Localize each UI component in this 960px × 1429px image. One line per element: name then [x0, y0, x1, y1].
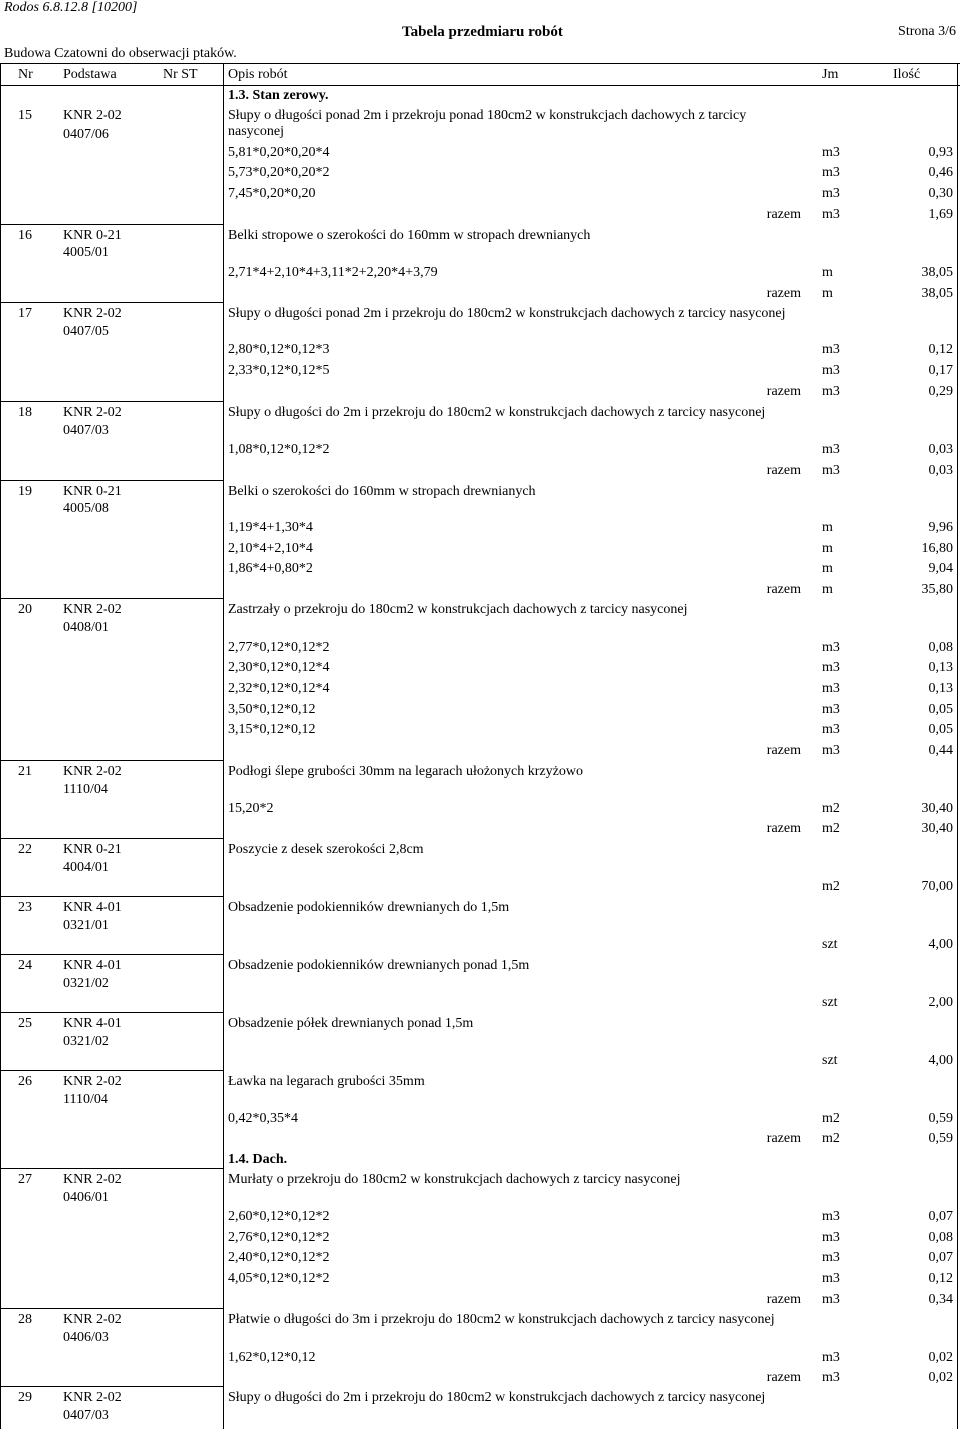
unit: szt — [822, 937, 838, 952]
item-number: 27 — [18, 1172, 32, 1187]
item-description: Poszycie z desek szerokości 2,8cm — [228, 842, 424, 857]
item-code: KNR 0-21 — [63, 842, 122, 857]
unit: szt — [822, 995, 838, 1010]
item-number: 25 — [18, 1016, 32, 1031]
quantity: 0,34 — [928, 1292, 953, 1307]
item-number: 15 — [18, 108, 32, 123]
item-code-ref: 0321/02 — [63, 1034, 109, 1049]
quantity: 0,08 — [928, 640, 953, 655]
formula: 1,19*4+1,30*4 — [228, 520, 313, 535]
unit: m3 — [822, 145, 840, 160]
item-separator — [0, 1386, 223, 1387]
formula: 5,73*0,20*0,20*2 — [228, 165, 330, 180]
unit: m3 — [822, 660, 840, 675]
item-code-ref: 0408/01 — [63, 620, 109, 635]
item-code: KNR 4-01 — [63, 900, 122, 915]
quantity: 38,05 — [921, 265, 953, 280]
formula: 7,45*0,20*0,20 — [228, 186, 316, 201]
quantity: 0,29 — [928, 384, 953, 399]
formula: 2,77*0,12*0,12*2 — [228, 640, 330, 655]
quantity: 0,08 — [928, 1230, 953, 1245]
unit: m2 — [822, 879, 840, 894]
item-code-ref: 0321/01 — [63, 918, 109, 933]
formula: 2,40*0,12*0,12*2 — [228, 1250, 330, 1265]
item-code: KNR 4-01 — [63, 1016, 122, 1031]
item-separator — [0, 1012, 223, 1013]
quantity: 38,05 — [921, 286, 953, 301]
formula: 2,80*0,12*0,12*3 — [228, 342, 330, 357]
col-header-nr: Nr — [18, 67, 33, 82]
unit: m3 — [822, 186, 840, 201]
item-separator — [0, 1070, 223, 1071]
item-code: KNR 2-02 — [63, 1172, 122, 1187]
item-code-ref: 0321/02 — [63, 976, 109, 991]
quantity: 0,07 — [928, 1209, 953, 1224]
item-description: Belki o szerokości do 160mm w stropach drewnianych — [228, 484, 536, 499]
unit: m3 — [822, 1292, 840, 1307]
unit: m3 — [822, 681, 840, 696]
quantity: 0,03 — [928, 463, 953, 478]
item-code: KNR 2-02 — [63, 1312, 122, 1327]
quantity: 9,96 — [928, 520, 953, 535]
quantity: 0,13 — [928, 660, 953, 675]
quantity: 0,02 — [928, 1350, 953, 1365]
item-description: Płatwie o długości do 3m i przekroju do 180cm2 w konstrukcjach dachowych z tarcicy nasyconej — [228, 1312, 775, 1327]
quantity: 0,02 — [928, 1370, 953, 1385]
quantity: 4,00 — [928, 937, 953, 952]
item-separator — [0, 598, 223, 599]
item-separator — [0, 1308, 223, 1309]
total-label: razem — [766, 821, 801, 836]
quantity: 0,93 — [928, 145, 953, 160]
unit: m3 — [822, 342, 840, 357]
quantity: 9,04 — [928, 561, 953, 576]
item-code-ref: 1110/04 — [63, 782, 108, 797]
item-code-ref: 0406/01 — [63, 1190, 109, 1205]
unit: m2 — [822, 821, 840, 836]
quantity: 30,40 — [921, 821, 953, 836]
item-code: KNR 2-02 — [63, 108, 122, 123]
item-code: KNR 0-21 — [63, 484, 122, 499]
formula: 1,62*0,12*0,12 — [228, 1350, 316, 1365]
formula: 3,15*0,12*0,12 — [228, 722, 316, 737]
unit: m3 — [822, 165, 840, 180]
formula: 2,32*0,12*0,12*4 — [228, 681, 330, 696]
unit: m3 — [822, 722, 840, 737]
quantity: 4,00 — [928, 1053, 953, 1068]
unit: m — [822, 265, 833, 280]
item-separator — [0, 401, 223, 402]
item-separator — [0, 954, 223, 955]
quantity: 2,00 — [928, 995, 953, 1010]
item-code: KNR 2-02 — [63, 764, 122, 779]
item-number: 23 — [18, 900, 32, 915]
total-label: razem — [766, 1292, 801, 1307]
quantity: 0,05 — [928, 702, 953, 717]
item-description: Obsadzenie półek drewnianych ponad 1,5m — [228, 1016, 474, 1031]
item-code: KNR 2-02 — [63, 1390, 122, 1405]
section-heading: 1.4. Dach. — [228, 1152, 288, 1167]
item-number: 26 — [18, 1074, 32, 1089]
unit: m3 — [822, 743, 840, 758]
unit: m2 — [822, 1131, 840, 1146]
unit: m3 — [822, 1230, 840, 1245]
quantity: 0,30 — [928, 186, 953, 201]
unit: m — [822, 541, 833, 556]
item-number: 29 — [18, 1390, 32, 1405]
item-code: KNR 2-02 — [63, 306, 122, 321]
unit: m — [822, 286, 833, 301]
item-separator — [0, 1168, 223, 1169]
item-code: KNR 2-02 — [63, 602, 122, 617]
formula: 2,71*4+2,10*4+3,11*2+2,20*4+3,79 — [228, 265, 438, 280]
item-code-ref: 0407/05 — [63, 324, 109, 339]
unit: m3 — [822, 1209, 840, 1224]
item-code-ref: 0407/06 — [63, 127, 109, 142]
quantity: 0,05 — [928, 722, 953, 737]
item-description: Podłogi ślepe grubości 30mm na legarach ułożonych krzyżowo — [228, 764, 583, 779]
item-number: 22 — [18, 842, 32, 857]
unit: m3 — [822, 640, 840, 655]
program-version: Rodos 6.8.12.8 [10200] — [4, 0, 138, 15]
quantity: 0,59 — [928, 1131, 953, 1146]
unit: m3 — [822, 1271, 840, 1286]
unit: m3 — [822, 1370, 840, 1385]
col-header-opis: Opis robót — [228, 67, 288, 82]
item-code: KNR 4-01 — [63, 958, 122, 973]
item-code: KNR 2-02 — [63, 405, 122, 420]
total-label: razem — [766, 1370, 801, 1385]
formula: 3,50*0,12*0,12 — [228, 702, 316, 717]
unit: m3 — [822, 384, 840, 399]
table-right-border — [957, 63, 958, 1429]
unit: m2 — [822, 1111, 840, 1126]
quantity: 0,13 — [928, 681, 953, 696]
unit: m3 — [822, 463, 840, 478]
unit: m — [822, 520, 833, 535]
quantity: 0,17 — [928, 363, 953, 378]
item-code: KNR 2-02 — [63, 1074, 122, 1089]
unit: m3 — [822, 363, 840, 378]
item-number: 24 — [18, 958, 32, 973]
item-separator — [0, 224, 223, 225]
quantity: 0,07 — [928, 1250, 953, 1265]
page-number: Strona 3/6 — [898, 24, 956, 39]
formula: 2,33*0,12*0,12*5 — [228, 363, 330, 378]
item-separator — [0, 838, 223, 839]
total-label: razem — [766, 743, 801, 758]
formula: 1,86*4+0,80*2 — [228, 561, 313, 576]
item-number: 21 — [18, 764, 32, 779]
quantity: 30,40 — [921, 801, 953, 816]
unit: m3 — [822, 207, 840, 222]
item-code: KNR 0-21 — [63, 228, 122, 243]
item-description: Ławka na legarach grubości 35mm — [228, 1074, 425, 1089]
table-left-border — [0, 63, 1, 1429]
item-description: Belki stropowe o szerokości do 160mm w stropach drewnianych — [228, 228, 591, 243]
quantity: 0,46 — [928, 165, 953, 180]
total-label: razem — [766, 582, 801, 597]
formula: 0,42*0,35*4 — [228, 1111, 298, 1126]
item-number: 17 — [18, 306, 32, 321]
document-title: Tabela przedmiaru robót — [402, 24, 563, 40]
item-description: Obsadzenie podokienników drewnianych do 1,5m — [228, 900, 510, 915]
item-code-ref: 1110/04 — [63, 1092, 108, 1107]
section-heading: 1.3. Stan zerowy. — [228, 88, 329, 103]
quantity: 1,69 — [928, 207, 953, 222]
quantity: 0,03 — [928, 442, 953, 457]
formula: 2,30*0,12*0,12*4 — [228, 660, 330, 675]
item-separator — [0, 480, 223, 481]
unit: szt — [822, 1053, 838, 1068]
item-number: 18 — [18, 405, 32, 420]
item-description: Słupy o długości ponad 2m i przekroju ponad 180cm2 w konstrukcjach dachowych z tarcicy nasyconej — [228, 108, 747, 139]
total-label: razem — [766, 286, 801, 301]
unit: m3 — [822, 442, 840, 457]
item-code-ref: 4004/01 — [63, 860, 109, 875]
unit: m2 — [822, 801, 840, 816]
quantity: 0,12 — [928, 342, 953, 357]
item-code-ref: 4005/01 — [63, 245, 109, 260]
item-description: Słupy o długości do 2m i przekroju do 180cm2 w konstrukcjach dachowych z tarcicy nasyconej — [228, 1390, 766, 1405]
quantity: 35,80 — [921, 582, 953, 597]
formula: 1,08*0,12*0,12*2 — [228, 442, 330, 457]
total-label: razem — [766, 1131, 801, 1146]
item-number: 19 — [18, 484, 32, 499]
col-header-nr-st: Nr ST — [163, 67, 198, 82]
col-header-jm: Jm — [822, 67, 839, 82]
formula: 2,76*0,12*0,12*2 — [228, 1230, 330, 1245]
item-code-ref: 0407/03 — [63, 423, 109, 438]
item-separator — [0, 302, 223, 303]
item-code-ref: 0407/03 — [63, 1408, 109, 1423]
item-code-ref: 4005/08 — [63, 501, 109, 516]
quantity: 0,44 — [928, 743, 953, 758]
total-label: razem — [766, 463, 801, 478]
formula: 2,60*0,12*0,12*2 — [228, 1209, 330, 1224]
item-number: 16 — [18, 228, 32, 243]
item-description: Słupy o długości ponad 2m i przekroju do 180cm2 w konstrukcjach dachowych z tarcicy nasyconej — [228, 306, 786, 321]
unit: m3 — [822, 1250, 840, 1265]
item-description: Zastrzały o przekroju do 180cm2 w konstrukcjach dachowych z tarcicy nasyconej — [228, 602, 688, 617]
item-separator — [0, 760, 223, 761]
item-code-ref: 0406/03 — [63, 1330, 109, 1345]
formula: 2,10*4+2,10*4 — [228, 541, 313, 556]
item-number: 28 — [18, 1312, 32, 1327]
header-top-rule — [0, 63, 960, 64]
quantity: 70,00 — [921, 879, 953, 894]
formula: 5,81*0,20*0,20*4 — [228, 145, 330, 160]
col-header-podstawa: Podstawa — [63, 67, 117, 82]
total-label: razem — [766, 384, 801, 399]
total-label: razem — [766, 207, 801, 222]
item-description: Obsadzenie podokienników drewnianych ponad 1,5m — [228, 958, 530, 973]
unit: m3 — [822, 702, 840, 717]
project-name: Budowa Czatowni do obserwacji ptaków. — [4, 46, 237, 61]
unit: m3 — [822, 1350, 840, 1365]
item-description: Słupy o długości do 2m i przekroju do 180cm2 w konstrukcjach dachowych z tarcicy nasyconej — [228, 405, 766, 420]
header-bottom-rule — [0, 85, 960, 86]
col-header-ilosc: Ilość — [893, 67, 921, 82]
formula: 15,20*2 — [228, 801, 274, 816]
column-divider — [223, 63, 224, 1429]
item-number: 20 — [18, 602, 32, 617]
quantity: 0,12 — [928, 1271, 953, 1286]
unit: m — [822, 582, 833, 597]
item-separator — [0, 896, 223, 897]
quantity: 0,59 — [928, 1111, 953, 1126]
quantity: 16,80 — [921, 541, 953, 556]
item-description: Murłaty o przekroju do 180cm2 w konstrukcjach dachowych z tarcicy nasyconej — [228, 1172, 681, 1187]
unit: m — [822, 561, 833, 576]
formula: 4,05*0,12*0,12*2 — [228, 1271, 330, 1286]
